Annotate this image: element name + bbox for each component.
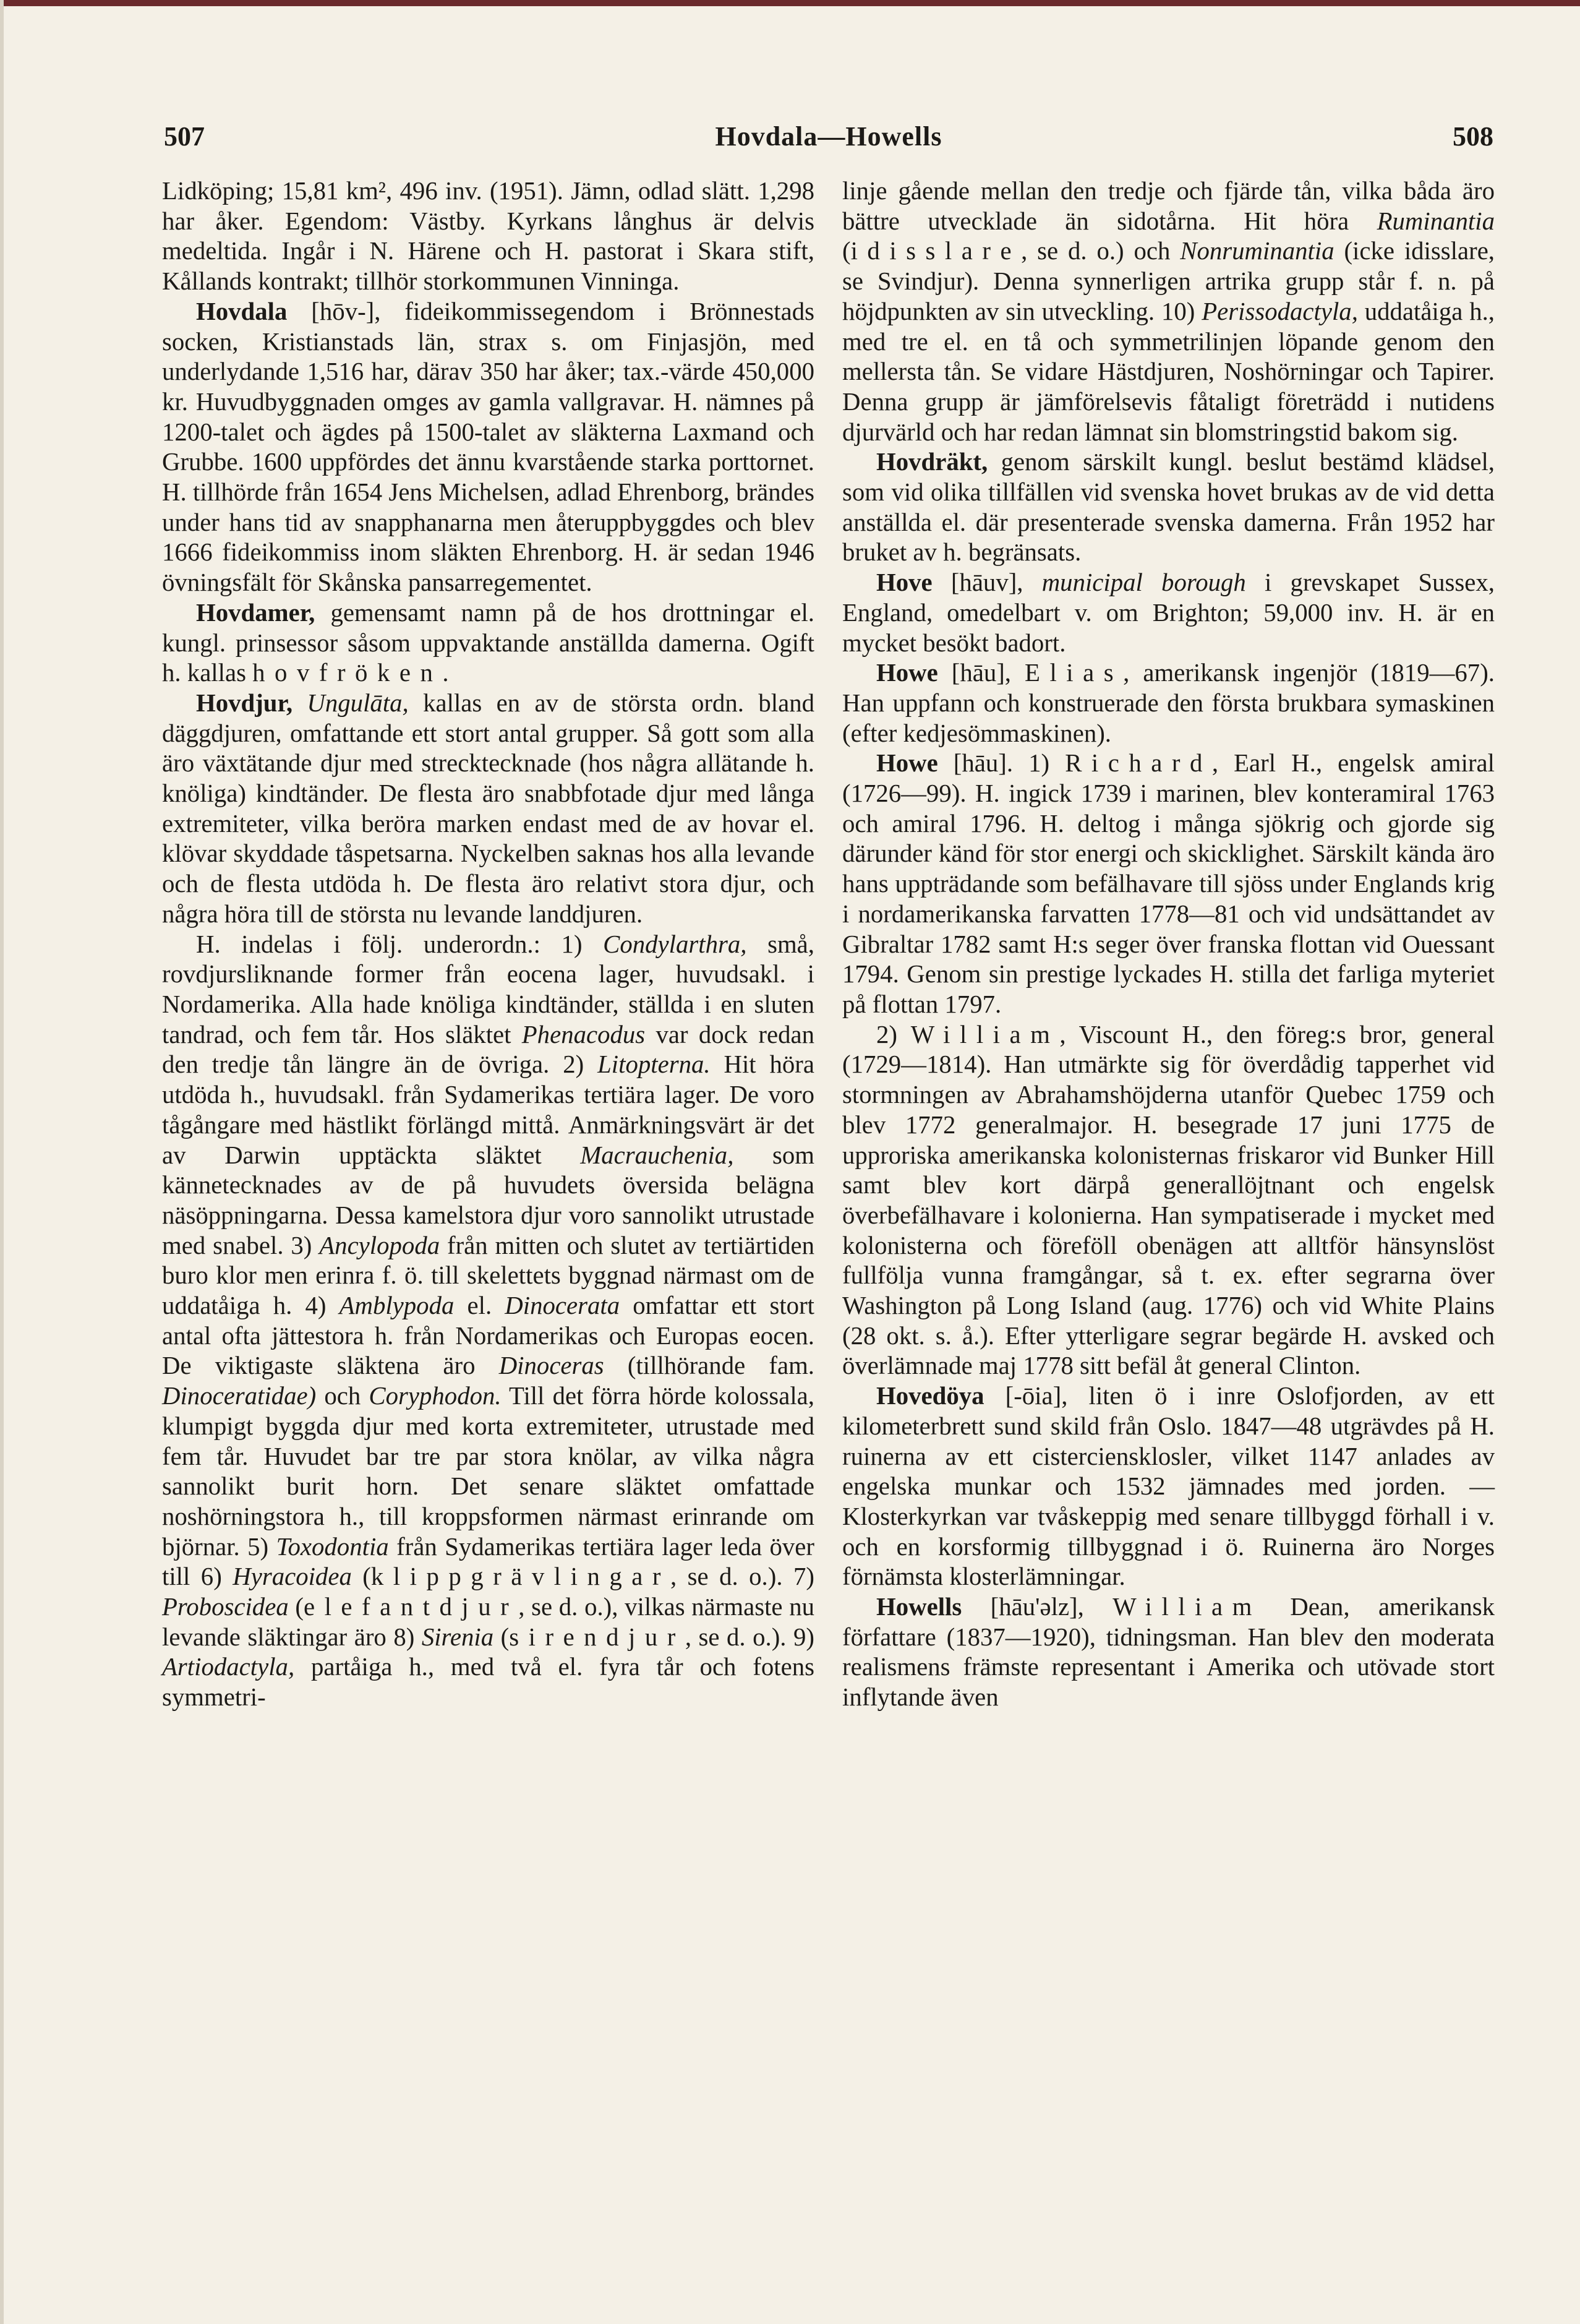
page-top-edge xyxy=(0,0,1580,6)
page-left-edge xyxy=(0,0,4,2324)
page-header xyxy=(164,121,1493,164)
headword: Hovdala xyxy=(196,297,288,325)
entry-hove: Hove [hāuv], municipal borough i grevskapet Sussex, England, omedelbart v. om Brighton; 59,000 inv. H. är en mycket besökt badort. xyxy=(842,568,1495,657)
entry-hovdjur: Hovdjur, Ungulāta, kallas en av de största ordn. bland däggdjuren, omfattande ett stort antal grupper. Så gott som alla äro växtätande djur med strecktecknade (hos några allätande h. knöliga) kindtänder. De flesta äro snabbfotade djur med långa extremiteter, vilka beröra marken endast med de av hovar el. klövar skyddade tåspetsarna. Nyckelben saknas hos alla levande och de flesta utdöda h. De flesta äro relativt stora djur, och några höra till de största nu levande landdjuren. xyxy=(162,688,814,928)
entry-hovdjur-subordinations: H. indelas i följ. underordn.: 1) Condylarthra, små, rovdjursliknande former från eocena lager, huvudsakl. i Nordamerika. Alla hade knöliga kindtänder, ställda i en sluten tandrad, och fem tår. Hos släktet Phenacodus var dock redan den tredje tån längre än de övriga. 2) Litopterna. Hit höra utdöda h., huvudsakl. från Sydamerikas tertiära lager. De voro tågångare med hästlikt förlängd mittå. Anmärkningsvärt är det av Darwin upptäckta släktet Macrauchenia, som kännetecknades av de på huvudets översida belägna näsöppningarna. Dessa kamelstora djur voro sannolikt utrustade med snabel. 3) Ancylopoda från mitten och slutet av tertiärtiden buro klor men erinra f. ö. till skelettets byggnad närmast om de uddatåiga h. 4) Amblypoda el. Dinocerata omfattar ett stort antal ofta jättestora h. från Nordamerikas och Europas eocen. De viktigaste släktena äro Dinoceras (tillhörande fam. Dinoceratidae) och Coryphodon. Till det förra hörde kolossala, klumpigt byggda djur med korta extremiteter, utrustade med fem tår. Huvudet bar tre par stora knölar, av vilka några sannolikt burit horn. Det senare släktet omfattade noshörningstora h., till kroppsformen närmast erinrande om björnar. 5) Toxodontia från Sydamerikas tertiära lager leda över till 6) Hyracoidea (klippgrävlingar, se d. o.). 7) Proboscidea (elefantdjur, se d. o.), vilkas närmaste nu levande släktingar äro 8) Sirenia (sirendjur, se d. o.). 9) Artiodactyla, partåiga h., med två el. fyra tår och fotens symmetri- xyxy=(162,930,815,1712)
entry-howe-richard: Howe [hāu]. 1) Richard, Earl H., engelsk amiral (1726—99). H. ingick 1739 i marinen, blev konteramiral 1763 och amiral 1796. H. deltog i många sjökrig och gjorde sig därunder känd för stor energi och skicklighet. Särskilt kända äro hans uppträdande som befälhavare till sjöss under Englands krig i nordamerikanska farvatten 1778—81 och vid undsättandet av Gibraltar 1782 samt H:s seger över franska flottan vid Ouessant 1794. Genom sin prestige lyckades H. stilla det farliga myteriet på flottan 1797. xyxy=(842,749,1495,1018)
headword: Hovdräkt, xyxy=(876,448,988,476)
running-title: Hovdala—Howells xyxy=(715,121,942,152)
headword: Hovdjur, xyxy=(196,688,293,717)
entry-lidkoping-continued: Lidköping; 15,81 km², 496 inv. (1951). Jämn, odlad slätt. 1,298 har åker. Egendom: Västby. Kyrkans långhus är delvis medeltida. Ingår i N. Härene och H. pastorat i Skara stift, Kållands kontrakt; tillhör storkommunen Vinninga. xyxy=(162,177,814,296)
right-column xyxy=(842,176,1495,1713)
headword: Hovedöya xyxy=(876,1382,984,1410)
headword: Hove xyxy=(876,568,933,597)
page-number-right: 508 xyxy=(1453,121,1493,152)
page-number-left: 507 xyxy=(164,121,205,152)
headword: Hovdamer, xyxy=(196,598,315,627)
entry-hovdrakt: Hovdräkt, genom särskilt kungl. beslut bestämd klädsel, som vid olika tillfällen vid svenska hovet brukas av de vid detta anställda el. där presenterade svenska damerna. Från 1952 har bruket av h. begränsats. xyxy=(842,448,1495,567)
entry-hovdala: Hovdala [hōv-], fideikommissegendom i Brönnestads socken, Kristianstads län, strax s. om Finjasjön, med underlydande 1,516 har, därav 350 har åker; tax.-värde 450,000 kr. Huvudbyggnaden omges av gamla vallgravar. H. nämnes på 1200-talet och ägdes på 1500-talet av släkterna Laxmand och Grubbe. 1600 uppfördes det ännu kvarstående starka porttornet. H. tillhörde från 1654 Jens Michelsen, adlad Ehrenborg, brändes under hans tid av snapphanarna men återuppbyggdes och blev 1666 fideikommiss inom släkten Ehrenborg. H. är sedan 1946 övningsfält för Skånska pansarregementet. xyxy=(162,297,814,597)
headword: Howells xyxy=(876,1593,962,1621)
entry-howe-william: 2) William, Viscount H., den föreg:s bror, general (1729—1814). Han utmärkte sig för överdådig tapperhet vid stormningen av Abrahamshöjderna utanför Quebec 1759 och blev 1772 generalmajor. H. besegrade 17 juni 1775 de upproriska amerikanska kolonisternas friskaror vid Bunker Hill samt blev kort därpå generallöjtnant och engelsk överbefälhavare i kolonierna. Han sympatiserade i mycket med kolonisterna och föreföll obenägen att alltför hänsynslöst fullfölja vunna framgångar, så t. ex. efter segrarna över Washington på Long Island (aug. 1776) och vid White Plains (28 okt. s. å.). Efter ytterligare segrar begärde H. avsked och överlämnade maj 1778 sitt befäl åt general Clinton. xyxy=(842,1020,1495,1380)
entry-hovdjur-continued: linje gående mellan den tredje och fjärde tån, vilka båda äro bättre utvecklade än sidotårna. Hit höra Ruminantia (idisslare, se d. o.) och Nonruminantia (icke idisslare, se Svindjur). Denna synnerligen artrika grupp står f. n. på höjdpunkten av sin utveckling. 10) Perissodactyla, uddatåiga h., med tre el. en tå och symmetrilinjen löpande genom den mellersta tån. Se vidare Hästdjuren, Noshörningar och Tapirer. Denna grupp är jämförelsevis fåtaligt företrädd i nutidens djurvärld och har redan lämnat sin blomstringstid bakom sig. xyxy=(842,177,1495,446)
entry-hovedoya: Hovedöya [-ōia], liten ö i inre Oslofjorden, av ett kilometerbrett sund skild från Oslo. 1847—48 utgrävdes på H. ruinerna av ett cisterciensklosler, vilket 1147 anlades av engelska munkar och 1532 jämnades med jorden. — Klosterkyrkan var tvåskeppig med senare tillbyggd förhall i v. och en korsformig tillbyggnad i ö. Ruinerna äro Norges förnämsta klosterlämningar. xyxy=(842,1382,1495,1591)
entry-howe-elias: Howe [hāu], Elias, amerikansk ingenjör (1819—67). Han uppfann och konstruerade den första brukbara symaskinen (efter kedjesömmaskinen). xyxy=(842,659,1495,747)
entry-hovdamer: Hovdamer, gemensamt namn på de hos drottningar el. kungl. prinsessor såsom uppvaktande anställda damerna. Ogift h. kallas hovfröken. xyxy=(162,598,814,687)
headword: Howe xyxy=(876,659,938,687)
left-column xyxy=(162,176,814,1713)
entry-howells: Howells [hāu'əlz], William Dean, amerikansk författare (1837—1920), tidningsman. Han blev den moderata realismens främste representant i Amerika och utövade stort inflytande även xyxy=(842,1593,1495,1712)
headword: Howe xyxy=(876,749,938,778)
